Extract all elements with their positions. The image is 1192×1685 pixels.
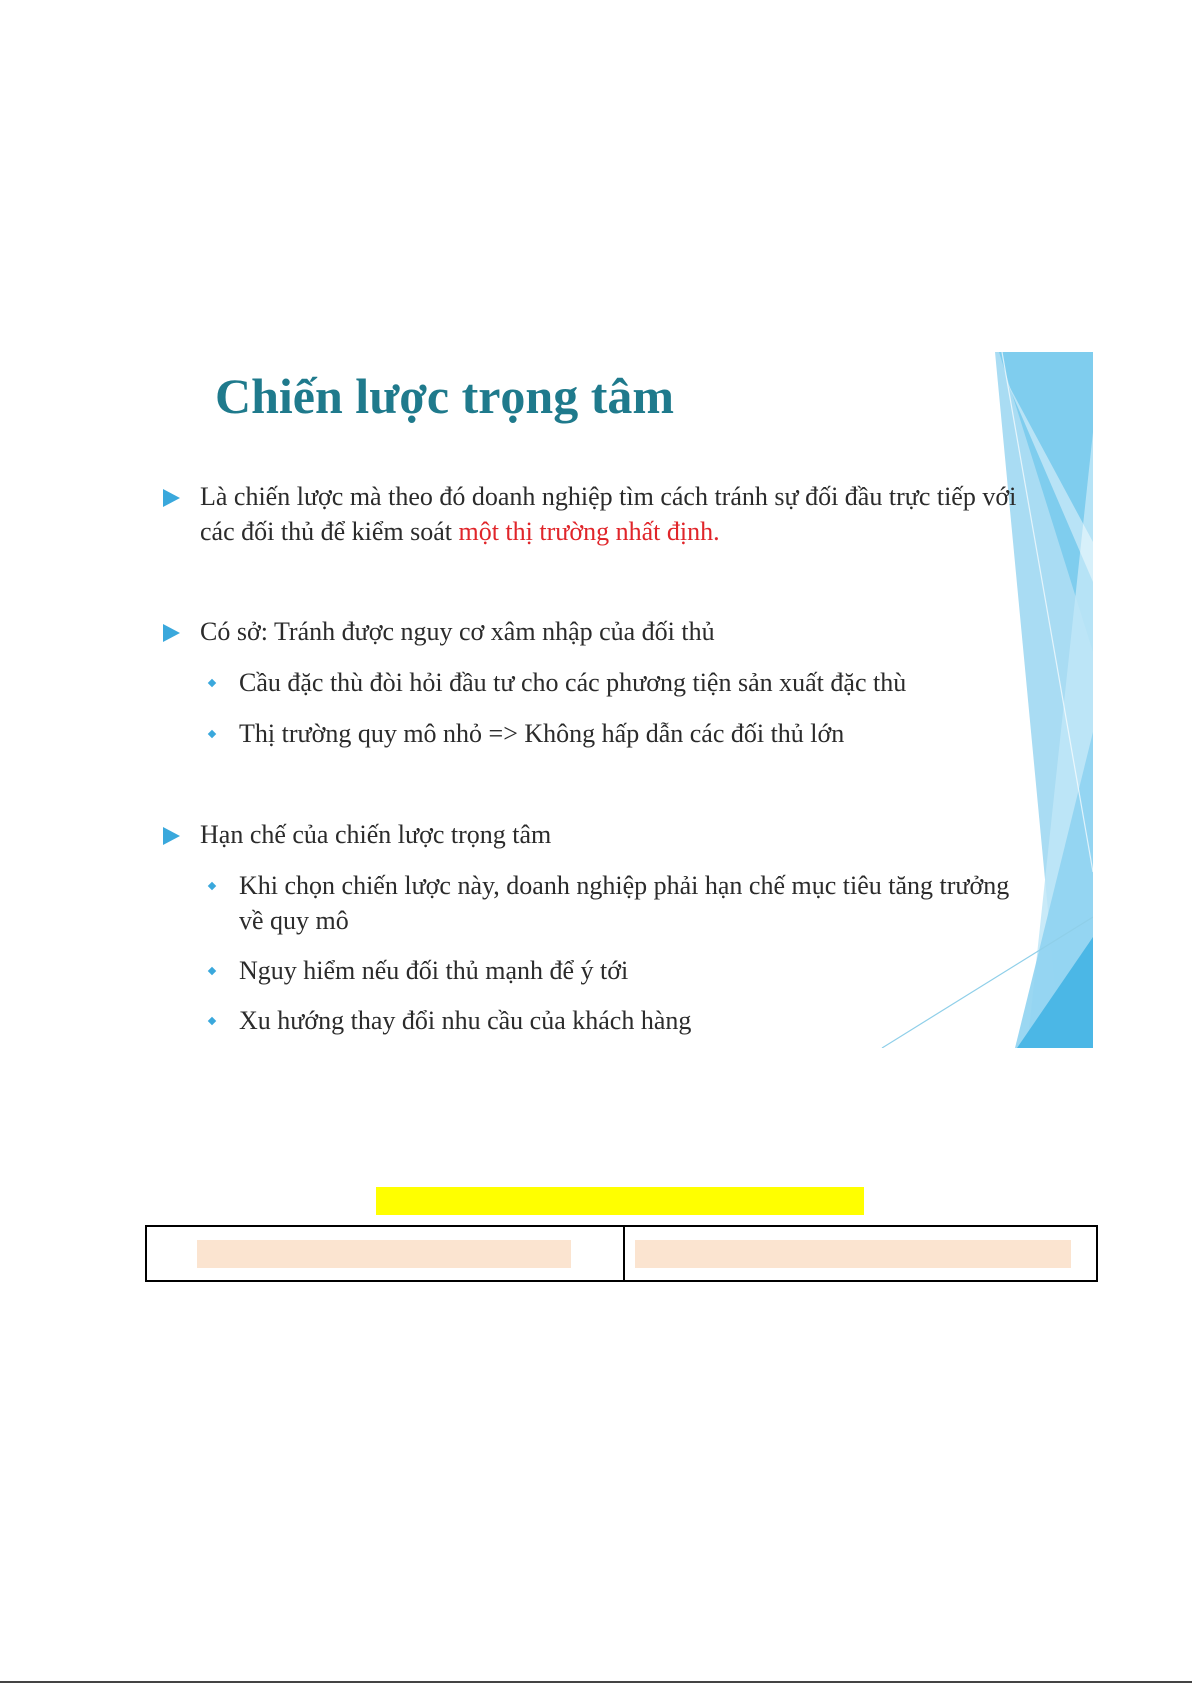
sub-bullet-text: Xu hướng thay đổi nhu cầu của khách hàng (239, 1006, 692, 1035)
triangle-bullet-icon (163, 489, 180, 507)
slide-image (147, 352, 1093, 1048)
triangle-bullet-icon (163, 827, 180, 845)
bullet-text: Có sở: Tránh được nguy cơ xâm nhập của đối thủ (200, 617, 715, 646)
triangle-bullet-icon (163, 624, 180, 642)
diamond-bullet-icon (208, 679, 216, 687)
diamond-bullet-icon (208, 730, 216, 738)
bullet-text-part: Là chiến lược mà theo đó doanh nghiệp tìm cách tránh sự đối đầu trực tiếp với các đối thủ để kiểm soát (200, 482, 1017, 546)
sub-bullet-text: Cầu đặc thù đòi hỏi đầu tư cho các phương tiện sản xuất đặc thù (239, 668, 907, 697)
slide-title: Chiến lược trọng tâm (215, 368, 675, 424)
bullet-definition (163, 479, 1053, 549)
bullet-limitations (163, 817, 1053, 852)
highlight-bar (376, 1187, 864, 1215)
bullet-basis (163, 614, 1053, 649)
highlight-block (635, 1240, 1071, 1268)
sub-bullet (209, 665, 1049, 700)
diamond-bullet-icon (208, 967, 216, 975)
bullet-text: Hạn chế của chiến lược trọng tâm (200, 820, 552, 849)
diamond-bullet-icon (208, 1017, 216, 1025)
sub-bullet (209, 953, 1049, 988)
sub-bullet (209, 1003, 1049, 1038)
sub-bullet-text: Thị trường quy mô nhỏ => Không hấp dẫn các đối thủ lớn (239, 719, 845, 748)
highlighted-text: một thị trường nhất định. (458, 517, 720, 546)
table-cell-right (624, 1226, 1097, 1281)
diamond-bullet-icon (208, 882, 216, 890)
sub-bullet (209, 716, 1049, 751)
answer-table (145, 1225, 1098, 1282)
sub-bullet-text: Khi chọn chiến lược này, doanh nghiệp phải hạn chế mục tiêu tăng trưởng về quy mô (239, 871, 1010, 935)
bullet-text (200, 479, 1053, 549)
slide-decoration-graphic (147, 352, 1093, 1048)
sub-bullet-text: Nguy hiểm nếu đối thủ mạnh để ý tới (239, 956, 629, 985)
highlight-block (197, 1240, 571, 1268)
table-cell-left (146, 1226, 624, 1281)
table-row (146, 1226, 1097, 1281)
sub-bullet (209, 868, 1039, 938)
page-footer-line (0, 1681, 1192, 1683)
